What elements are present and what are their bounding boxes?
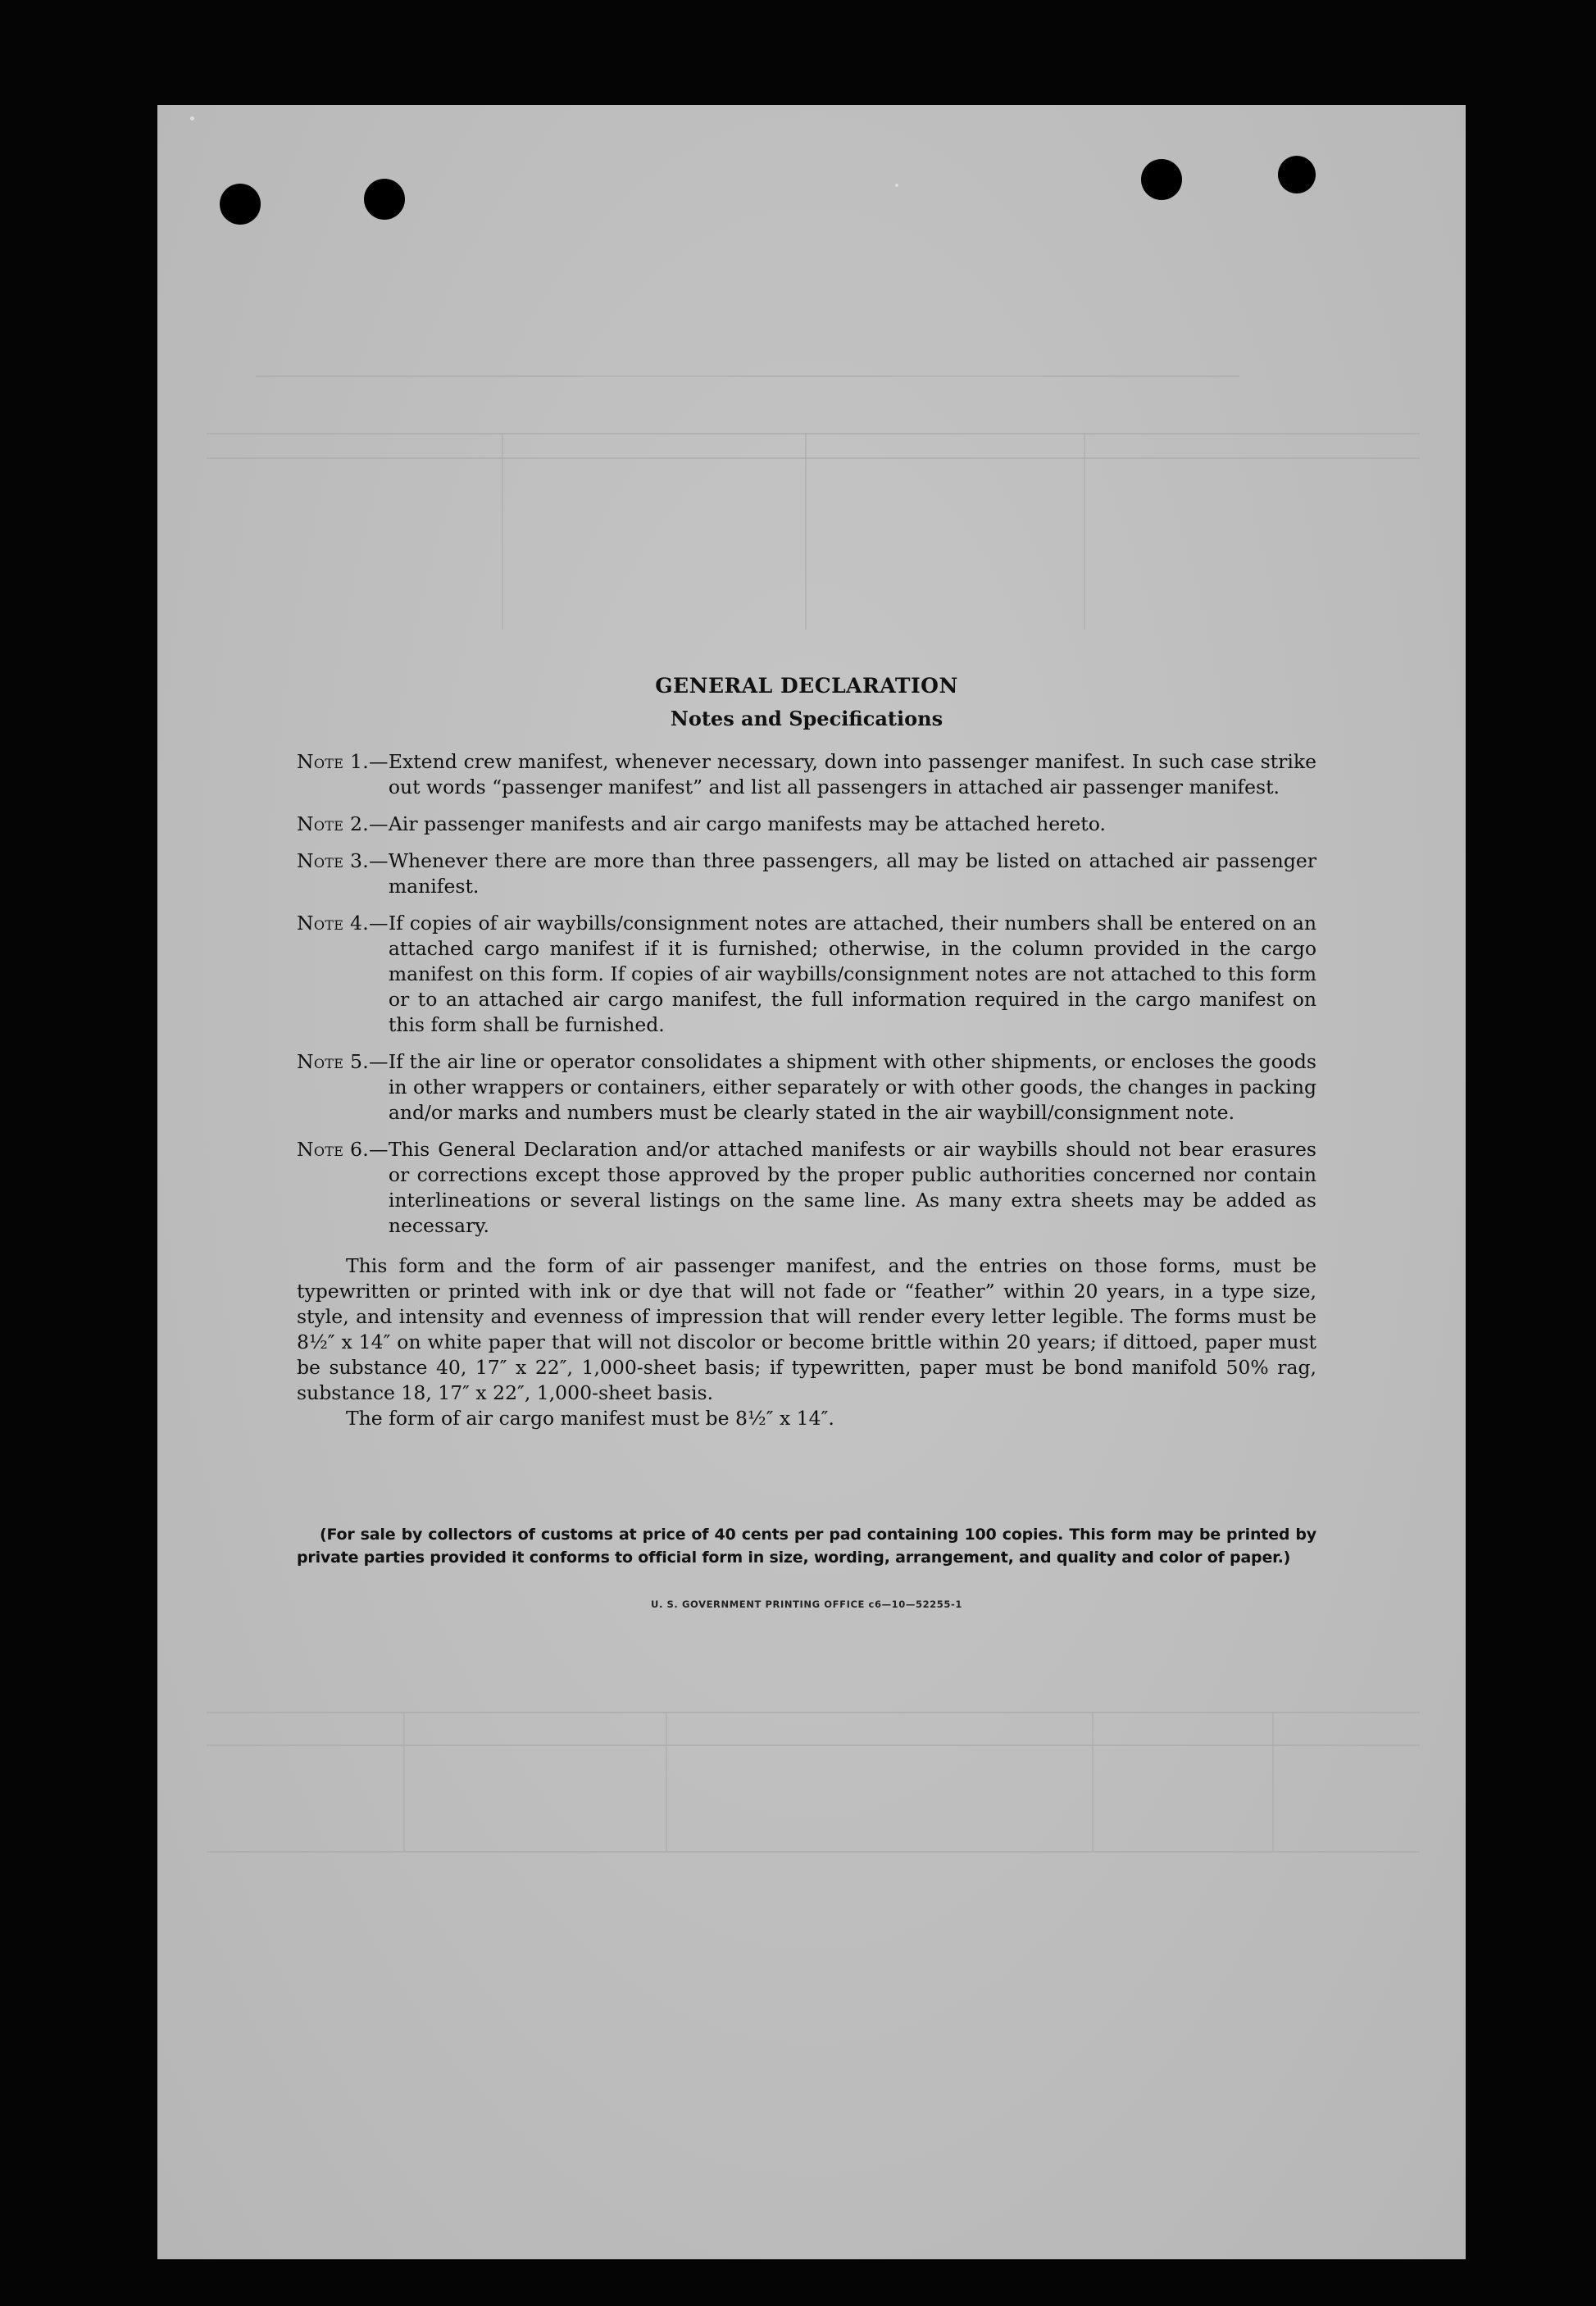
bleed-through-rule: [1272, 1712, 1274, 1851]
notes-and-specifications: [297, 672, 1316, 1617]
note-5: [297, 1049, 1316, 1126]
note-text: If the air line or operator consolidates a shipment with other shipments, or encloses the goods in other wrappers or containers, either separately or with other goods, the changes in packing and/or marks and numbers must be clearly stated in the air waybill/consignment note.: [388, 1050, 1316, 1124]
bleed-through-rule: [207, 457, 1420, 459]
note-label: Note 5.—: [297, 1050, 389, 1073]
page-subtitle: Notes and Specifications: [670, 707, 944, 730]
dust-speck: [895, 184, 898, 187]
bleed-through-rule: [207, 1851, 1420, 1853]
note-label: Note 2.—: [297, 812, 389, 835]
note-text: Whenever there are more than three passengers, all may be listed on attached air passenger manifest.: [388, 849, 1316, 898]
note-text: Extend crew manifest, whenever necessary, down into passenger manifest. In such case strike out words “passenger manifest” and list all passengers in attached air passenger manifest.: [388, 750, 1316, 798]
note-6: [297, 1137, 1316, 1239]
bleed-through-rule: [207, 433, 1420, 434]
bleed-through-rule: [666, 1712, 667, 1851]
punch-hole-icon: [364, 179, 405, 220]
bleed-through-rule: [1084, 433, 1085, 630]
specification-paragraph: This form and the form of air passenger manifest, and the entries on those forms, must be typewritten or printed with ink or dye that will not fade or “feather” within 20 years, in a type size, style, and intensity and evenness of impression that will render every letter legible. The forms must be 8½″ x 14″ on white paper that will not discolor or become brittle within 20 years; if dittoed, paper must be substance 40, 17″ x 22″, 1,000-sheet basis; if typewritten, paper must be bond manifold 50% rag, substance 18, 17″ x 22″, 1,000-sheet basis.: [297, 1254, 1316, 1404]
punch-hole-icon: [220, 184, 261, 225]
punch-hole-icon: [1141, 159, 1182, 200]
page-title: GENERAL DECLARATION: [655, 674, 958, 698]
note-label: Note 3.—: [297, 849, 389, 872]
note-label: Note 1.—: [297, 750, 389, 773]
bleed-through-rule: [1092, 1712, 1094, 1851]
sale-notice: (For sale by collectors of customs at price of 40 cents per pad containing 100 copies. This form may be printed by private parties provided it conforms to official form in size, wording, arrangement, and quality and color of paper.): [297, 1526, 1316, 1567]
printer-imprint: U. S. GOVERNMENT PRINTING OFFICE c6—10—52255-1: [651, 1599, 962, 1610]
bleed-through-rule: [403, 1712, 405, 1851]
bleed-through-rule: [805, 433, 807, 630]
note-2: [297, 812, 1316, 837]
dust-speck: [190, 116, 194, 121]
note-3: [297, 848, 1316, 899]
note-label: Note 6.—: [297, 1138, 389, 1161]
punch-hole-icon: [1278, 156, 1316, 193]
note-text: If copies of air waybills/consignment notes are attached, their numbers shall be entered on an attached cargo manifest if it is furnished; otherwise, in the column provided in the cargo manifest on this form. If copies of air waybills/consignment notes are not attached to this form or to an attached air cargo manifest, the full information required in the cargo manifest on this form shall be furnished.: [388, 912, 1316, 1036]
note-4: [297, 911, 1316, 1038]
note-text: Air passenger manifests and air cargo manifests may be attached hereto.: [388, 812, 1106, 835]
note-label: Note 4.—: [297, 912, 389, 935]
note-text: This General Declaration and/or attached manifests or air waybills should not bear erasures or corrections except those approved by the proper public authorities concerned nor contain interlineations or several listings on the same line. As many extra sheets may be added as necessary.: [388, 1138, 1316, 1237]
bleed-through-rule: [207, 1744, 1420, 1746]
note-1: [297, 749, 1316, 800]
bleed-through-rule: [502, 433, 503, 630]
bleed-through-rule: [207, 1712, 1420, 1713]
cargo-manifest-size-note: The form of air cargo manifest must be 8½″ x 14″.: [346, 1407, 834, 1430]
bleed-through-rule: [256, 375, 1239, 377]
